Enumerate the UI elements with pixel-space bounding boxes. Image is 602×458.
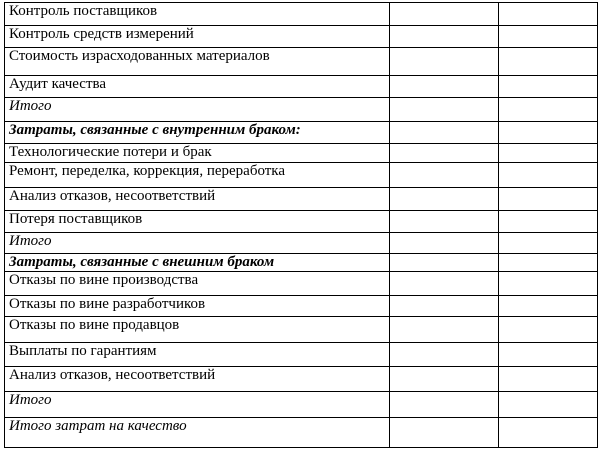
row-label: Потеря поставщиков <box>5 211 390 233</box>
table-row <box>5 122 598 144</box>
value-cell-a <box>390 144 499 163</box>
row-label: Аудит качества <box>5 76 390 98</box>
row-label: Итого <box>5 233 390 254</box>
value-cell-b <box>499 188 598 211</box>
row-label: Отказы по вине продавцов <box>5 317 390 343</box>
value-cell-b <box>499 163 598 188</box>
value-cell-a <box>390 48 499 76</box>
table-row <box>5 188 598 211</box>
table-row <box>5 317 598 343</box>
table-row <box>5 26 598 48</box>
table-row <box>5 343 598 367</box>
value-cell-a <box>390 233 499 254</box>
value-cell-a <box>390 254 499 272</box>
table-row <box>5 48 598 76</box>
row-label: Итого <box>5 98 390 122</box>
value-cell-b <box>499 392 598 418</box>
value-cell-a <box>390 163 499 188</box>
row-label: Затраты, связанные с внутренним браком: <box>5 122 390 144</box>
value-cell-b <box>499 343 598 367</box>
row-label: Итого <box>5 392 390 418</box>
table-row <box>5 367 598 392</box>
row-label: Ремонт, переделка, коррекция, переработка <box>5 163 390 188</box>
cost-table-body <box>5 3 598 448</box>
value-cell-b <box>499 367 598 392</box>
value-cell-b <box>499 254 598 272</box>
table-row <box>5 233 598 254</box>
value-cell-b <box>499 418 598 448</box>
value-cell-a <box>390 367 499 392</box>
row-label: Итого затрат на качество <box>5 418 390 448</box>
table-row <box>5 144 598 163</box>
value-cell-b <box>499 98 598 122</box>
value-cell-b <box>499 76 598 98</box>
table-row <box>5 163 598 188</box>
value-cell-a <box>390 343 499 367</box>
row-label: Технологические потери и брак <box>5 144 390 163</box>
table-row <box>5 98 598 122</box>
value-cell-a <box>390 76 499 98</box>
value-cell-a <box>390 392 499 418</box>
value-cell-a <box>390 418 499 448</box>
value-cell-a <box>390 317 499 343</box>
value-cell-b <box>499 296 598 317</box>
value-cell-b <box>499 233 598 254</box>
row-label: Стоимость израсходованных материалов <box>5 48 390 76</box>
value-cell-b <box>499 144 598 163</box>
row-label: Отказы по вине разработчиков <box>5 296 390 317</box>
value-cell-b <box>499 3 598 26</box>
row-label: Отказы по вине производства <box>5 272 390 296</box>
row-label: Анализ отказов, несоответствий <box>5 188 390 211</box>
value-cell-b <box>499 272 598 296</box>
table-row <box>5 272 598 296</box>
row-label: Контроль средств измерений <box>5 26 390 48</box>
row-label: Затраты, связанные с внешним браком <box>5 254 390 272</box>
value-cell-b <box>499 211 598 233</box>
table-row <box>5 254 598 272</box>
row-label: Контроль поставщиков <box>5 3 390 26</box>
table-row <box>5 418 598 448</box>
value-cell-a <box>390 211 499 233</box>
cost-table <box>4 2 598 448</box>
row-label: Анализ отказов, несоответствий <box>5 367 390 392</box>
table-row <box>5 3 598 26</box>
table-row <box>5 296 598 317</box>
value-cell-a <box>390 272 499 296</box>
value-cell-b <box>499 122 598 144</box>
value-cell-a <box>390 296 499 317</box>
value-cell-b <box>499 26 598 48</box>
value-cell-a <box>390 98 499 122</box>
value-cell-a <box>390 26 499 48</box>
row-label: Выплаты по гарантиям <box>5 343 390 367</box>
value-cell-a <box>390 122 499 144</box>
table-row <box>5 211 598 233</box>
value-cell-a <box>390 188 499 211</box>
table-row <box>5 76 598 98</box>
value-cell-a <box>390 3 499 26</box>
value-cell-b <box>499 48 598 76</box>
table-row <box>5 392 598 418</box>
value-cell-b <box>499 317 598 343</box>
